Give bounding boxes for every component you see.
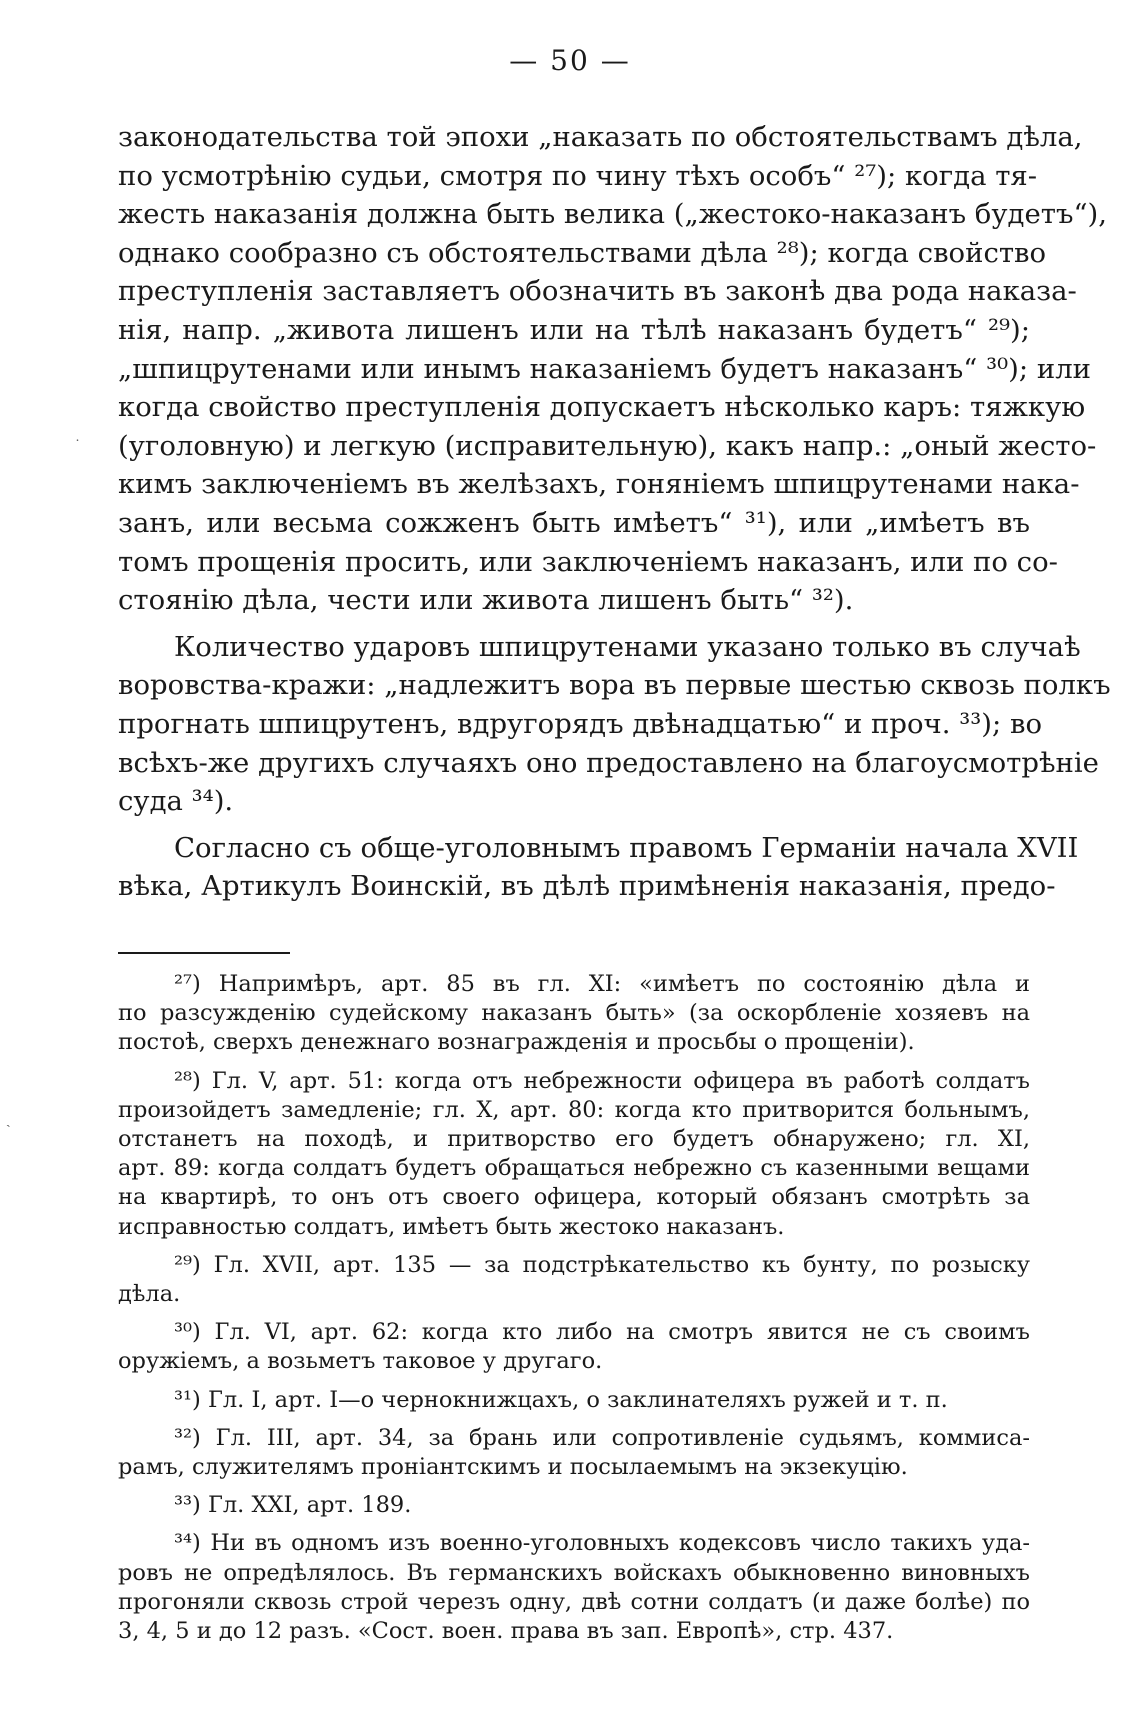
footnote-divider	[118, 952, 290, 954]
footnote-33	[118, 1491, 1030, 1520]
footnote-line: рамъ, служителямъ проніантскимъ и посылаемымъ на экзекуцію.	[118, 1454, 908, 1481]
text-line: томъ прощенія просить, или заключеніемъ наказанъ, или по со-	[118, 545, 1058, 578]
footnote-line: прогоняли сквозь строй черезъ одну, двѣ сотни солдатъ (и даже болѣе) по	[118, 1588, 1030, 1615]
text-line: занъ, или весьма сожженъ быть имѣетъ“ ³¹), или „имѣетъ въ	[118, 506, 1030, 539]
scan-speck-mark: ˏ	[6, 1112, 11, 1128]
text-line: всѣхъ-же другихъ случаяхъ оно предоставлено на благоусмотрѣніе	[118, 746, 1099, 779]
text-line: прогнать шпицрутенъ, вдругорядъ двѣнадцатью“ и проч. ³³); во	[118, 707, 1043, 740]
footnote-line: на квартирѣ, то онъ отъ своего офицера, который обязанъ смотрѣть за	[118, 1184, 1030, 1211]
text-line: вѣка, Артикулъ Воинскій, въ дѣлѣ примѣненія наказанія, предо-	[118, 870, 1056, 903]
footnote-line: ³⁰) Гл. VI, арт. 62: когда кто либо на смотръ явится не съ своимъ	[174, 1319, 1030, 1346]
scan-speck-mark: ˙	[74, 438, 81, 454]
footnote-line: ²⁷) Напримѣръ, арт. 85 въ гл. XI: «имѣетъ по состоянію дѣла и	[174, 971, 1030, 997]
footnote-line: дѣла.	[118, 1281, 181, 1308]
text-line: (уголовную) и легкую (исправительную), какъ напр.: „оный жесто-	[118, 429, 1097, 462]
footnote-32	[118, 1424, 1030, 1482]
footnote-line: ³⁴) Ни въ одномъ изъ военно-уголовныхъ кодексовъ число такихъ уда-	[174, 1530, 1030, 1557]
text-line: кимъ заключеніемъ въ желѣзахъ, гоняніемъ шпицрутенами нака-	[118, 468, 1080, 501]
footnote-line: арт. 89: когда солдатъ будетъ обращаться небрежно съ казенными вещами	[118, 1155, 1030, 1182]
text-line: стоянію дѣла, чести или живота лишенъ быть“ ³²).	[118, 584, 854, 617]
text-line: суда ³⁴).	[118, 785, 234, 818]
paragraph-start-line: Количество ударовъ шпицрутенами указано только въ случаѣ	[174, 630, 1081, 663]
footnote-line: произойдетъ замедленіе; гл. X, арт. 80: когда кто притворится больнымъ,	[118, 1096, 1030, 1123]
text-line: преступленія заставляетъ обозначить въ законѣ два рода наказа-	[118, 275, 1077, 308]
page-number: — 50 —	[509, 44, 631, 77]
text-line: жесть наказанія должна быть велика („жестоко-наказанъ будетъ“),	[118, 198, 1107, 231]
footnote-30	[118, 1318, 1030, 1376]
text-line: законодательства той эпохи „наказать по обстоятельствамъ дѣла,	[118, 121, 1083, 153]
footnote-27	[118, 970, 1030, 1058]
footnote-line: ³¹) Гл. I, арт. I—о чернокнижцахъ, о заклинателяхъ ружей и т. п.	[174, 1386, 948, 1413]
text-line: по усмотрѣнію судьи, смотря по чину тѣхъ особъ“ ²⁷); когда тя-	[118, 159, 1038, 192]
footnote-line: 3, 4, 5 и до 12 разъ. «Сост. воен. права въ зап. Европѣ», стр. 437.	[118, 1618, 894, 1645]
main-text	[118, 118, 1111, 906]
text-line: однако сообразно съ обстоятельствами дѣла ²⁸); когда свойство	[118, 236, 1047, 269]
footnote-line: ²⁸) Гл. V, арт. 51: когда отъ небрежности офицера въ работѣ солдатъ	[174, 1067, 1030, 1094]
footnote-line: постоѣ, сверхъ денежнаго вознагражденія и просьбы о прощеніи).	[118, 1029, 915, 1056]
footnote-28	[118, 1067, 1030, 1242]
footnote-34	[118, 1529, 1030, 1646]
text-line: нія, напр. „живота лишенъ или на тѣлѣ наказанъ будетъ“ ²⁹);	[118, 313, 1030, 346]
text-line: воровства-кражи: „надлежитъ вора въ первые шестью сквозь полкъ	[118, 669, 1111, 702]
text-line: когда свойство преступленія допускаетъ нѣсколько каръ: тяжкую	[118, 391, 1086, 424]
footnote-line: ³²) Гл. III, арт. 34, за брань или сопротивленіе судьямъ, коммиса-	[174, 1424, 1030, 1451]
footnote-29	[118, 1251, 1030, 1309]
text-line: „шпицрутенами или инымъ наказаніемъ будетъ наказанъ“ ³⁰); или	[118, 352, 1092, 385]
paragraph-start-line: Согласно съ обще-уголовнымъ правомъ Германіи начала XVII	[174, 831, 1079, 864]
footnote-line: ²⁹) Гл. XVII, арт. 135 — за подстрѣкательство къ бунту, по розыску	[174, 1251, 1030, 1278]
footnote-line: исправностью солдатъ, имѣетъ быть жестоко наказанъ.	[118, 1213, 785, 1240]
footnote-line: отстанетъ на походѣ, и притворство его будетъ обнаружено; гл. XI,	[118, 1126, 1030, 1153]
footnotes	[118, 970, 1030, 1655]
footnote-line: по разсужденію судейскому наказанъ быть» (за оскорбленіе хозяевъ на	[118, 1000, 1030, 1027]
footnote-line: оружіемъ, а возьметъ таковое у другаго.	[118, 1348, 603, 1375]
footnote-line: ³³) Гл. XXI, арт. 189.	[174, 1492, 412, 1519]
footnote-31	[118, 1386, 1030, 1415]
footnote-line: ровъ не опредѣлялось. Въ германскихъ войскахъ обыкновенно виновныхъ	[118, 1559, 1030, 1586]
